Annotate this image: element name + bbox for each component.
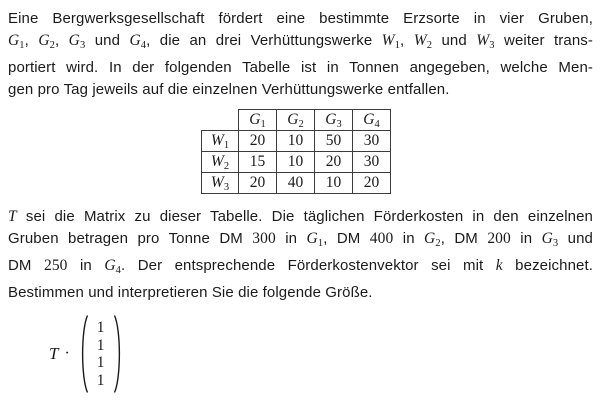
- table-cell: 10: [315, 173, 353, 194]
- table-header-cell: [315, 110, 353, 131]
- table-cell: 40: [277, 173, 315, 194]
- text-line: [8, 206, 593, 228]
- right-paren-icon: [113, 314, 124, 394]
- math-subscript: 1: [19, 40, 25, 51]
- math-subscript: 1: [223, 139, 230, 151]
- table-cell: 20: [239, 131, 277, 152]
- math-subscript: 2: [49, 40, 55, 51]
- math-subscript: 3: [336, 118, 342, 130]
- table-cell: 50: [315, 131, 353, 152]
- math-symbol: W: [381, 32, 395, 49]
- paragraph-intro: [8, 8, 593, 101]
- text-line: [8, 282, 593, 304]
- text-line: [8, 30, 593, 57]
- text-line: [8, 79, 593, 101]
- math-subscript: 4: [140, 40, 147, 51]
- body-text: in: [275, 230, 307, 247]
- body-text: weiter trans-: [494, 32, 593, 49]
- math-subscript: 1: [394, 40, 401, 51]
- math-symbol: G: [424, 230, 436, 247]
- math-symbol: G: [129, 32, 141, 49]
- math-symbol: G: [541, 230, 553, 247]
- vector-column: [89, 319, 113, 389]
- body-text: DM: [8, 257, 44, 274]
- table-cell: 20: [315, 152, 353, 173]
- number-text: 300: [252, 230, 276, 247]
- text-line: [8, 8, 593, 30]
- number-text: 250: [43, 257, 68, 274]
- math-symbol: G: [363, 110, 375, 128]
- formula: [49, 314, 124, 394]
- body-text: , die an drei Verhüttungswerke: [146, 32, 382, 49]
- body-text: ,: [24, 32, 39, 49]
- body-text: . Der entsprechende Förderkostenvektor sei mit: [120, 257, 496, 274]
- text-line: [8, 228, 593, 255]
- body-text: bezeichnet.: [502, 257, 594, 274]
- table-cell: 30: [353, 131, 391, 152]
- math-subscript: 1: [260, 118, 266, 130]
- table-corner-cell: [202, 110, 239, 131]
- math-subscript: 2: [435, 238, 441, 249]
- math-subscript: 4: [374, 118, 380, 130]
- math-symbol: G: [38, 32, 50, 49]
- math-subscript: 3: [489, 40, 495, 51]
- table-cell: 10: [277, 131, 315, 152]
- math-symbol: G: [325, 110, 337, 128]
- paragraph-costs: [8, 206, 593, 304]
- table-cell: 15: [239, 152, 277, 173]
- math-symbol: W: [210, 173, 224, 191]
- matrix-symbol: T: [49, 344, 59, 363]
- table-header-row: [202, 110, 391, 131]
- math-subscript: 2: [426, 40, 433, 51]
- body-text: , DM: [323, 230, 370, 247]
- math-symbol: T: [8, 208, 17, 225]
- vector-entry: 1: [96, 371, 105, 389]
- math-symbol: G: [68, 32, 80, 49]
- math-symbol: W: [210, 152, 224, 170]
- math-symbol: W: [413, 32, 427, 49]
- math-subscript: 2: [223, 160, 230, 172]
- table-row-label: [202, 152, 239, 173]
- math-subscript: 4: [115, 265, 121, 276]
- table-row-label: [202, 131, 239, 152]
- body-text: gen pro Tag jeweils auf die einzelnen Verhüttungswerke entfallen.: [8, 81, 450, 98]
- table-row-label: [202, 173, 239, 194]
- tonnage-table-body: [202, 110, 391, 194]
- math-subscript: 3: [552, 238, 559, 249]
- body-text: ,: [54, 32, 69, 49]
- table-header-cell: [277, 110, 315, 131]
- number-text: 400: [369, 230, 394, 247]
- vector-entry: 1: [96, 354, 105, 371]
- tonnage-table: [201, 109, 391, 194]
- body-text: Bestimmen und interpretieren Sie die folgende Größe.: [8, 284, 373, 301]
- math-subscript: 3: [223, 181, 230, 193]
- body-text: Gruben betragen pro Tonne DM: [8, 230, 253, 247]
- body-text: Eine Bergwerksgesellschaft fördert eine bestimmte Erzsorte in vier Gruben,: [8, 10, 593, 27]
- body-text: und: [432, 32, 477, 49]
- table-cell: 20: [239, 173, 277, 194]
- vector-entry: 1: [96, 319, 105, 336]
- text-line: [8, 57, 593, 79]
- body-text: in: [393, 230, 425, 247]
- math-symbol: G: [287, 110, 299, 128]
- math-symbol: G: [8, 32, 20, 49]
- table-row: [202, 173, 391, 194]
- table-header-cell: [239, 110, 277, 131]
- left-paren-icon: [78, 314, 89, 394]
- body-text: und: [85, 32, 130, 49]
- multiplication-dot-icon: ·: [64, 345, 70, 362]
- math-symbol: k: [495, 257, 503, 274]
- body-text: ,: [400, 32, 414, 49]
- body-text: in: [510, 230, 542, 247]
- table-row: [202, 152, 391, 173]
- table-header-cell: [353, 110, 391, 131]
- math-symbol: W: [210, 131, 224, 149]
- math-subscript: 3: [79, 40, 86, 51]
- body-text: , DM: [440, 230, 488, 247]
- math-symbol: W: [476, 32, 490, 49]
- text-line: [8, 255, 593, 282]
- math-symbol: G: [104, 257, 116, 274]
- math-symbol: G: [306, 230, 318, 247]
- math-subscript: 2: [298, 118, 304, 130]
- body-text: und: [558, 230, 593, 247]
- table-cell: 10: [277, 152, 315, 173]
- body-text: sei die Matrix zu dieser Tabelle. Die täglichen Förderkosten in den einzelnen: [16, 208, 593, 225]
- math-symbol: G: [249, 110, 261, 128]
- number-text: 200: [487, 230, 511, 247]
- table-cell: 30: [353, 152, 391, 173]
- table-row: [202, 131, 391, 152]
- body-text: portiert wird. In der folgenden Tabelle ist in Tonnen angegeben, welche Men-: [8, 59, 593, 76]
- vector-entry: 1: [96, 336, 105, 354]
- math-subscript: 1: [317, 238, 324, 249]
- body-text: in: [67, 257, 105, 274]
- table-cell: 20: [353, 173, 391, 194]
